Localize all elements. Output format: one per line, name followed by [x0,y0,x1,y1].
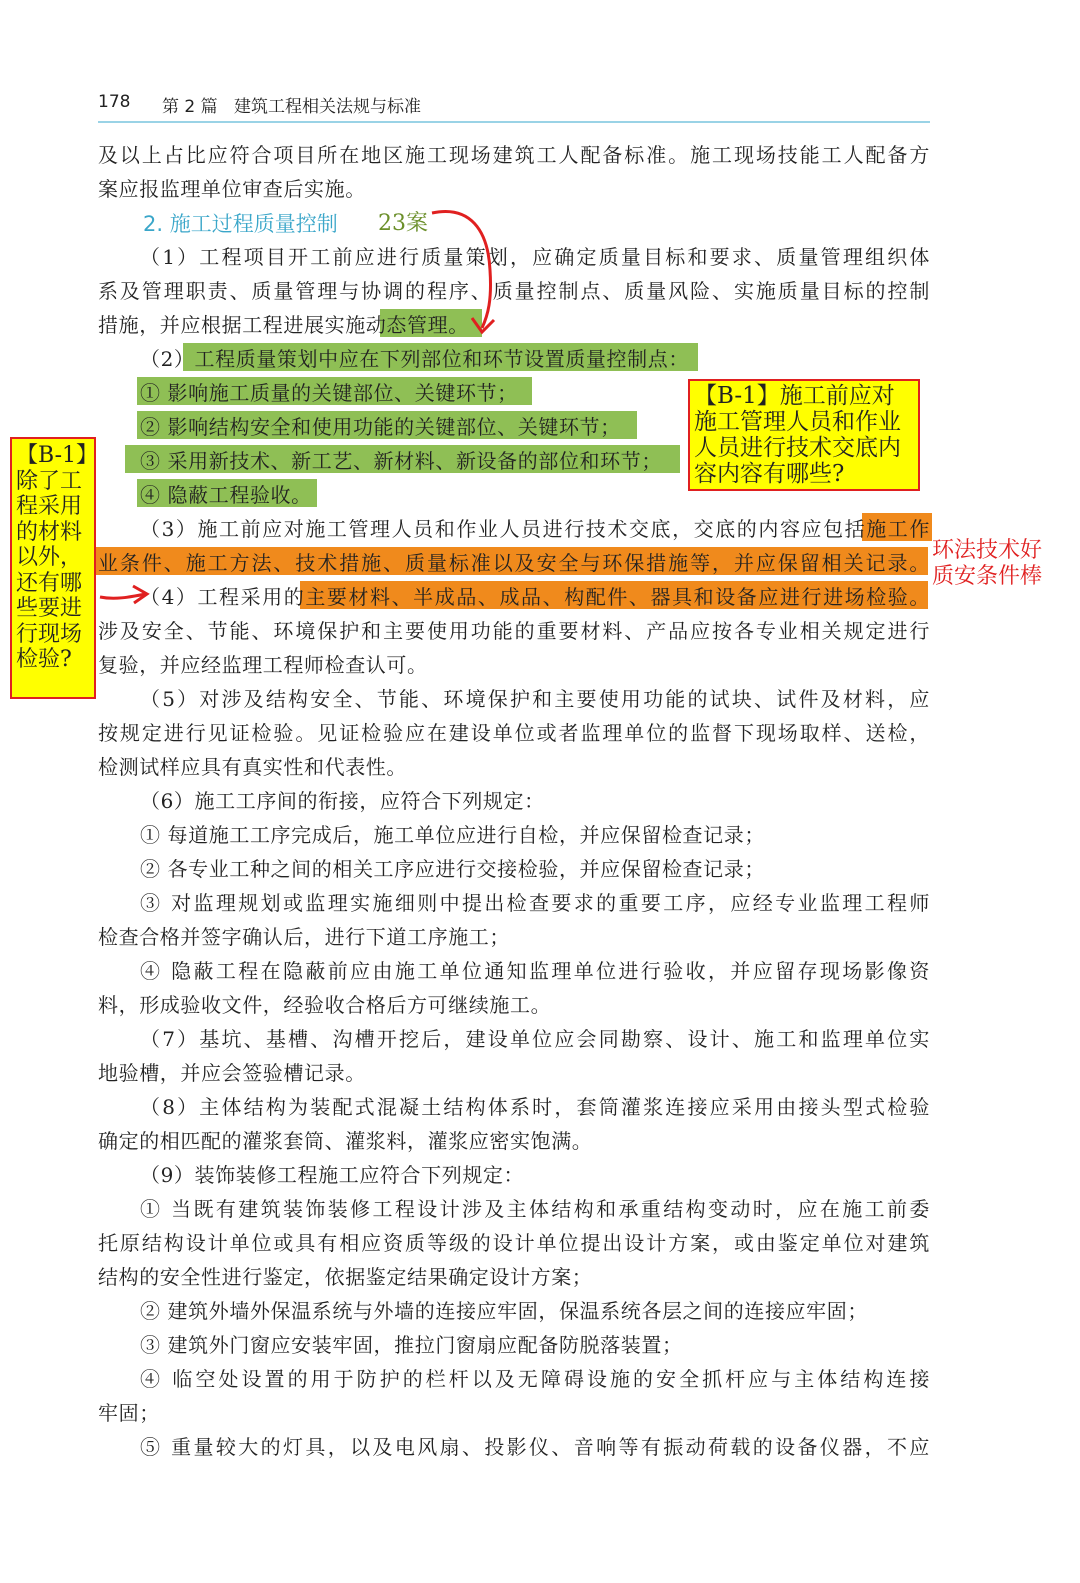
text-line: 地验槽，并应会签验槽记录。 [98,1061,366,1085]
text-line: ③ 建筑外门窗应安装牢固，推拉门窗扇应配备防脱落装置； [140,1333,683,1357]
text-line: 及以上占比应符合项目所在地区施工现场建筑工人配备标准。施工现场技能工人配备方 [98,143,930,167]
text-line: （4）工程采用的主要材料、半成品、成品、构配件、器具和设备应进行进场检验。 [140,585,930,609]
text-line: ① 影响施工质量的关键部位、关键环节； [140,381,518,405]
text-line: 托原结构设计单位或具有相应资质等级的设计单位提出设计方案，或由鉴定单位对建筑 [98,1231,930,1255]
mnemonic-line-2: 质安条件棒 [932,564,1043,589]
text-line: （1）工程项目开工前应进行质量策划，应确定质量目标和要求、质量管理组织体 [140,245,930,269]
text-line: ④ 临空处设置的用于防护的栏杆以及无障碍设施的安全抓杆应与主体结构连接 [140,1367,930,1391]
text-line: （8）主体结构为装配式混凝土结构体系时，套筒灌浆连接应采用由接头型式检验 [140,1095,930,1119]
mnemonic-line-1: 环法技术好 [932,538,1043,563]
text-line: （6）施工工序间的衔接，应符合下列规定： [140,789,545,813]
text-line: 牢固； [98,1401,160,1425]
text-line: ① 当既有建筑装饰装修工程设计涉及主体结构和承重结构变动时，应在施工前委 [140,1197,930,1221]
text-line: （7）基坑、基槽、沟槽开挖后，建设单位应会同勘察、设计、施工和监理单位实 [140,1027,930,1051]
text-line: （3）施工前应对施工管理人员和作业人员进行技术交底，交底的内容应包括施工作 [140,517,930,541]
text-line: 措施，并应根据工程进展实施动态管理。 [98,313,469,337]
chapter-title: 建筑工程相关法规与标准 [234,97,421,117]
text-line: （2）工程质量策划中应在下列部位和环节设置质量控制点： [140,347,689,371]
text-line: 业条件、施工方法、技术措施、质量标准以及安全与环保措施等，并应保留相关记录。 [98,551,930,575]
text-line: 确定的相匹配的灌浆套筒、灌浆料，灌浆应密实饱满。 [98,1129,593,1153]
right-arrow-icon [100,594,146,598]
sticky-note-right: 【B-1】施工前应对施工管理人员和作业人员进行技术交底内容内容有哪些? [688,379,920,491]
text-line: 料，形成验收文件，经验收合格后方可继续施工。 [98,993,552,1017]
text-line: 按规定进行见证检验。见证检验应在建设单位或者监理单位的监督下现场取样、送检， [98,721,930,745]
text-line: 检测试样应具有真实性和代表性。 [98,755,407,779]
text-line: 系及管理职责、质量管理与协调的程序、质量控制点、质量风险、实施质量目标的控制 [98,279,930,303]
text-line: ② 建筑外墙外保温系统与外墙的连接应牢固，保温系统各层之间的连接应牢固； [140,1299,868,1323]
text-line: （5）对涉及结构安全、节能、环境保护和主要使用功能的试块、试件及材料，应 [140,687,930,711]
part-label: 第 2 篇 [162,97,218,117]
text-line: （9）装饰装修工程施工应符合下列规定： [140,1163,525,1187]
text-line: 涉及安全、节能、环境保护和主要使用功能的重要材料、产品应按各专业相关规定进行 [98,619,930,643]
sticky-note-left: 【B-1】除了工程采用的材料以外，还有哪些要进行现场检验? [10,437,96,699]
text-line: ③ 对监理规划或监理实施细则中提出检查要求的重要工序，应经专业监理工程师 [140,891,930,915]
text-line: ③ 采用新技术、新工艺、新材料、新设备的部位和环节； [140,449,662,473]
handwritten-tag: 23案 [378,211,428,236]
curved-arrow-icon [432,212,491,328]
page-number: 178 [98,92,131,112]
text-line: 案应报监理单位审查后实施。 [98,177,366,201]
text-line: ④ 隐蔽工程验收。 [140,483,312,507]
text-line: ② 影响结构安全和使用功能的关键部位、关键环节； [140,415,621,439]
text-line: ⑤ 重量较大的灯具，以及电风扇、投影仪、音响等有振动荷载的设备仪器，不应 [140,1435,930,1459]
text-line: 检查合格并签字确认后，进行下道工序施工； [98,925,510,949]
text-line: ① 每道施工工序完成后，施工单位应进行自检，并应保留检查记录； [140,823,765,847]
text-line: ④ 隐蔽工程在隐蔽前应由施工单位通知监理单位进行验收，并应留存现场影像资 [140,959,930,983]
text-line: 复验，并应经监理工程师检查认可。 [98,653,428,677]
section-title: 2. 施工过程质量控制 [143,212,338,236]
text-line: ② 各专业工种之间的相关工序应进行交接检验，并应保留检查记录； [140,857,765,881]
text-line: 结构的安全性进行鉴定，依据鉴定结果确定设计方案； [98,1265,593,1289]
